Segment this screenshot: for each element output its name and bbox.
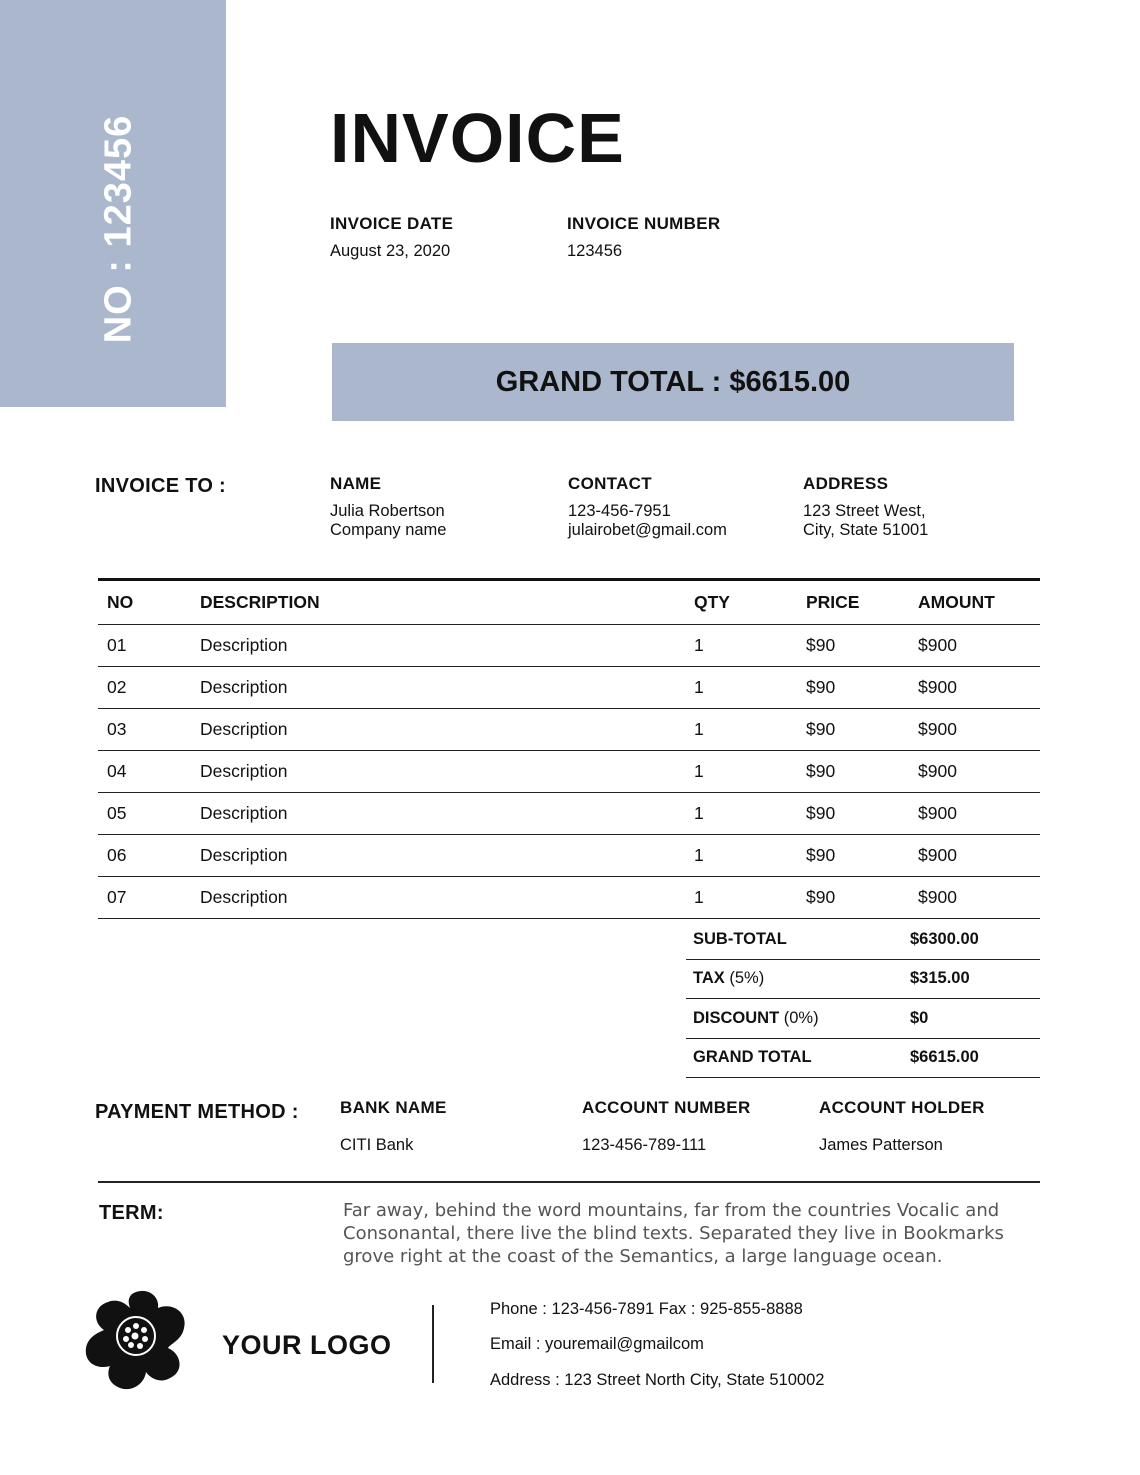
subtotal-value: $6300.00 [910,929,979,948]
client-company: Company name [330,521,447,539]
col-header-price: PRICE [806,592,860,612]
table-row [98,877,1040,919]
cell-price: $90 [806,803,836,823]
items-table [98,578,1040,919]
cell-description: Description [200,677,288,697]
grand-total-row [686,1039,1040,1079]
cell-amount: $900 [918,719,957,739]
col-header-description: DESCRIPTION [200,592,320,612]
invoice-number-label: INVOICE NUMBER [567,214,721,233]
side-invoice-number: NO : 123456 [97,114,140,344]
cell-no: 06 [107,845,127,865]
cell-amount: $900 [918,677,957,697]
discount-label: DISCOUNT [693,1008,780,1027]
cell-no: 07 [107,887,127,907]
cell-price: $90 [806,845,836,865]
cell-no: 01 [107,635,127,655]
table-row [98,835,1040,877]
table-header-row [98,581,1040,625]
cell-description: Description [200,719,288,739]
cell-qty: 1 [694,719,704,739]
name-label: NAME [330,474,382,493]
footer-phone-fax: Phone : 123-456-7891 Fax : 925-855-8888 [490,1300,803,1318]
term-text: Far away, behind the word mountains, far from the countries Vocalic and Consonantal, there live the blind texts. Separated they live in Bookmarks grove right at the coast of the Semantics, a large language ocean. [343,1200,1004,1267]
bank-name-label: BANK NAME [340,1098,447,1117]
cell-amount: $900 [918,803,957,823]
footer-email: Email : youremail@gmailcom [490,1335,704,1353]
client-address-line2: City, State 51001 [803,521,929,539]
cell-amount: $900 [918,887,957,907]
divider [98,1181,1040,1183]
invoice-number-value: 123456 [567,242,623,260]
cell-price: $90 [806,635,836,655]
contact-label: CONTACT [568,474,652,493]
tax-label: TAX [693,969,725,988]
account-number-label: ACCOUNT NUMBER [582,1098,751,1117]
cell-amount: $900 [918,845,957,865]
tax-value: $315.00 [910,969,970,988]
cell-qty: 1 [694,845,704,865]
discount-row [686,999,1040,1039]
invoice-date-label: INVOICE DATE [330,214,454,233]
cell-price: $90 [806,887,836,907]
cell-qty: 1 [694,677,704,697]
tax-rate: (5%) [724,969,765,988]
grand-total-banner-text: GRAND TOTAL : $6615.00 [495,365,851,398]
cell-description: Description [200,803,288,823]
table-row [98,667,1040,709]
cell-qty: 1 [694,887,704,907]
cell-description: Description [200,845,288,865]
term-heading: TERM: [99,1202,164,1224]
cell-no: 05 [107,803,127,823]
client-address-line1: 123 Street West, [803,502,926,520]
address-label: ADDRESS [803,474,889,493]
discount-rate: (0%) [779,1008,819,1027]
cell-qty: 1 [694,635,704,655]
table-row [98,793,1040,835]
cell-price: $90 [806,677,836,697]
client-name: Julia Robertson [330,502,445,520]
account-number-value: 123-456-789-111 [582,1136,707,1154]
cell-price: $90 [806,761,836,781]
logo-text: YOUR LOGO [222,1330,392,1360]
discount-value: $0 [910,1008,929,1027]
table-row [98,709,1040,751]
client-phone: 123-456-7951 [568,502,671,520]
client-email: julairobet@gmail.com [568,521,727,539]
table-row [98,751,1040,793]
cell-amount: $900 [918,635,957,655]
payment-method-heading: PAYMENT METHOD : [95,1101,299,1123]
cell-description: Description [200,635,288,655]
tax-row [686,960,1040,1000]
table-row [98,625,1040,667]
col-header-qty: QTY [694,592,730,612]
cell-qty: 1 [694,803,704,823]
cell-no: 04 [107,761,127,781]
cell-no: 03 [107,719,127,739]
grand-total-value: $6615.00 [910,1048,979,1067]
totals-block [686,920,1040,1078]
cell-description: Description [200,761,288,781]
page-title: INVOICE [330,99,625,177]
col-header-no: NO [107,592,134,612]
subtotal-label: SUB-TOTAL [693,929,787,948]
footer-vertical-divider [432,1305,434,1383]
subtotal-row [686,920,1040,960]
cell-amount: $900 [918,761,957,781]
col-header-amount: AMOUNT [918,592,995,612]
flower-logo-icon [84,1288,192,1392]
footer-address: Address : 123 Street North City, State 510002 [490,1371,825,1389]
cell-price: $90 [806,719,836,739]
cell-description: Description [200,887,288,907]
account-holder-value: James Patterson [819,1136,943,1154]
invoice-date-value: August 23, 2020 [330,242,451,260]
cell-no: 02 [107,677,127,697]
grand-total-label: GRAND TOTAL [693,1048,812,1067]
invoice-to-heading: INVOICE TO : [95,475,227,497]
account-holder-label: ACCOUNT HOLDER [819,1098,985,1117]
cell-qty: 1 [694,761,704,781]
grand-total-banner [332,343,1014,421]
bank-name-value: CITI Bank [340,1136,414,1154]
